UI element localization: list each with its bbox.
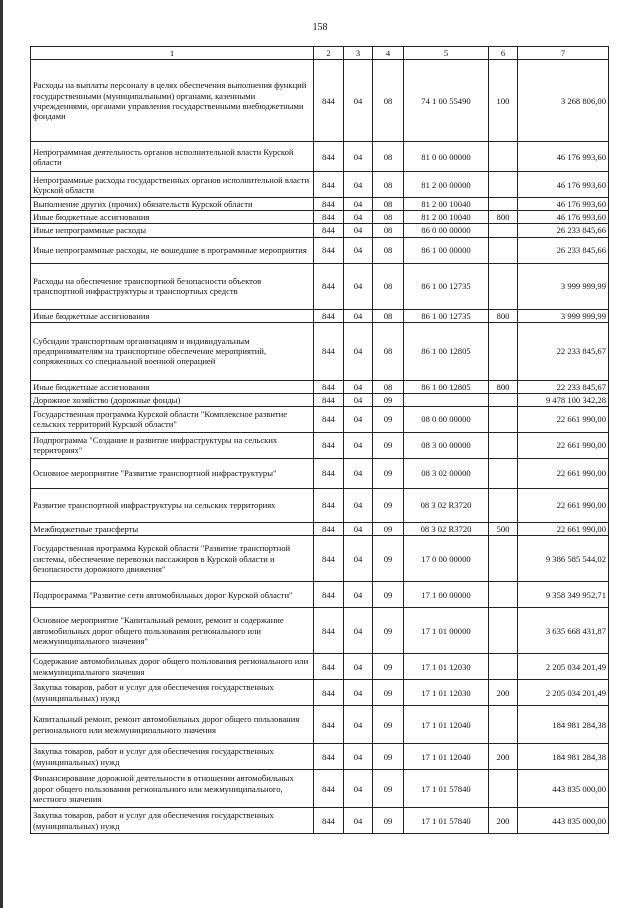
amount: 22 661 990,00 bbox=[518, 432, 609, 458]
expense-type-code: 100 bbox=[489, 60, 518, 142]
section-code: 04 bbox=[344, 608, 373, 654]
admin-code: 844 bbox=[314, 60, 344, 142]
admin-code: 844 bbox=[314, 808, 344, 834]
item-name: Непрограммная деятельность органов исполнительной власти Курской области bbox=[31, 142, 314, 172]
expense-type-code: 800 bbox=[489, 380, 518, 393]
target-article-code: 17 1 01 00000 bbox=[404, 608, 489, 654]
section-code: 04 bbox=[344, 706, 373, 744]
subsection-code: 08 bbox=[373, 263, 404, 309]
section-code: 04 bbox=[344, 406, 373, 432]
amount: 9 478 100 342,28 bbox=[518, 393, 609, 406]
subsection-code: 09 bbox=[373, 488, 404, 522]
amount: 46 176 993,60 bbox=[518, 142, 609, 172]
expense-type-code bbox=[489, 536, 518, 582]
amount: 46 176 993,60 bbox=[518, 172, 609, 198]
expense-type-code: 500 bbox=[489, 522, 518, 535]
table-row bbox=[31, 142, 609, 172]
item-name: Финансирование дорожной деятельности в отношении автомобильных дорог общего пользования регионального или межмуниципального, местного значения bbox=[31, 770, 314, 808]
subsection-code: 08 bbox=[373, 224, 404, 237]
admin-code: 844 bbox=[314, 211, 344, 224]
item-name: Подпрограмма "Развитие сети автомобильных дорог Курской области" bbox=[31, 582, 314, 608]
target-article-code: 08 0 00 00000 bbox=[404, 406, 489, 432]
expense-type-code bbox=[489, 654, 518, 680]
target-article-code: 17 1 00 00000 bbox=[404, 582, 489, 608]
admin-code: 844 bbox=[314, 582, 344, 608]
table-row bbox=[31, 582, 609, 608]
table-row bbox=[31, 706, 609, 744]
item-name: Закупка товаров, работ и услуг для обеспечения государственных (муниципальных) нужд bbox=[31, 808, 314, 834]
amount: 9 386 585 544,02 bbox=[518, 536, 609, 582]
target-article-code: 86 1 00 12735 bbox=[404, 309, 489, 322]
subsection-code: 08 bbox=[373, 211, 404, 224]
target-article-code: 17 1 01 12030 bbox=[404, 680, 489, 706]
target-article-code: 81 2 00 10040 bbox=[404, 198, 489, 211]
subsection-code: 08 bbox=[373, 380, 404, 393]
subsection-code: 09 bbox=[373, 654, 404, 680]
section-code: 04 bbox=[344, 263, 373, 309]
section-code: 04 bbox=[344, 211, 373, 224]
admin-code: 844 bbox=[314, 393, 344, 406]
target-article-code: 08 3 02 R3720 bbox=[404, 488, 489, 522]
subsection-code: 09 bbox=[373, 582, 404, 608]
table-row bbox=[31, 680, 609, 706]
section-code: 04 bbox=[344, 536, 373, 582]
target-article-code: 86 1 00 12805 bbox=[404, 322, 489, 380]
subsection-code: 09 bbox=[373, 680, 404, 706]
table-row bbox=[31, 172, 609, 198]
header-cell: 6 bbox=[489, 47, 518, 60]
section-code: 04 bbox=[344, 393, 373, 406]
header-cell: 7 bbox=[518, 47, 609, 60]
table-row bbox=[31, 458, 609, 488]
table-row bbox=[31, 808, 609, 834]
admin-code: 844 bbox=[314, 488, 344, 522]
expense-type-code bbox=[489, 172, 518, 198]
section-code: 04 bbox=[344, 172, 373, 198]
subsection-code: 08 bbox=[373, 237, 404, 263]
admin-code: 844 bbox=[314, 263, 344, 309]
header-cell: 5 bbox=[404, 47, 489, 60]
target-article-code: 17 1 01 57840 bbox=[404, 808, 489, 834]
admin-code: 844 bbox=[314, 172, 344, 198]
target-article-code: 86 1 00 00000 bbox=[404, 237, 489, 263]
section-code: 04 bbox=[344, 770, 373, 808]
table-row bbox=[31, 237, 609, 263]
amount: 22 661 990,00 bbox=[518, 488, 609, 522]
admin-code: 844 bbox=[314, 608, 344, 654]
admin-code: 844 bbox=[314, 309, 344, 322]
subsection-code: 09 bbox=[373, 406, 404, 432]
admin-code: 844 bbox=[314, 224, 344, 237]
table-row bbox=[31, 654, 609, 680]
amount: 22 233 845,67 bbox=[518, 380, 609, 393]
subsection-code: 09 bbox=[373, 608, 404, 654]
section-code: 04 bbox=[344, 309, 373, 322]
subsection-code: 09 bbox=[373, 808, 404, 834]
table-row bbox=[31, 198, 609, 211]
item-name: Выполнение других (прочих) обязательств Курской области bbox=[31, 198, 314, 211]
item-name: Иные непрограммные расходы bbox=[31, 224, 314, 237]
header-cell: 3 bbox=[344, 47, 373, 60]
amount: 46 176 993,60 bbox=[518, 211, 609, 224]
subsection-code: 08 bbox=[373, 309, 404, 322]
amount: 443 835 000,00 bbox=[518, 808, 609, 834]
target-article-code: 08 3 02 00000 bbox=[404, 458, 489, 488]
item-name: Государственная программа Курской области "Развитие транспортной системы, обеспечение перевозки пассажиров в Курской области и безопасности дорожного движения" bbox=[31, 536, 314, 582]
expense-type-code bbox=[489, 582, 518, 608]
admin-code: 844 bbox=[314, 706, 344, 744]
expense-type-code bbox=[489, 198, 518, 211]
section-code: 04 bbox=[344, 322, 373, 380]
target-article-code: 81 2 00 00000 bbox=[404, 172, 489, 198]
target-article-code: 17 1 01 57840 bbox=[404, 770, 489, 808]
scan-edge bbox=[0, 0, 3, 908]
amount: 3 635 668 431,87 bbox=[518, 608, 609, 654]
table-row bbox=[31, 211, 609, 224]
item-name: Иные бюджетные ассигнования bbox=[31, 380, 314, 393]
table-row bbox=[31, 309, 609, 322]
expense-type-code: 200 bbox=[489, 808, 518, 834]
subsection-code: 09 bbox=[373, 536, 404, 582]
target-article-code: 17 1 01 12030 bbox=[404, 654, 489, 680]
item-name: Дорожное хозяйство (дорожные фонды) bbox=[31, 393, 314, 406]
amount: 184 981 284,38 bbox=[518, 706, 609, 744]
admin-code: 844 bbox=[314, 536, 344, 582]
subsection-code: 09 bbox=[373, 393, 404, 406]
amount: 22 661 990,00 bbox=[518, 522, 609, 535]
section-code: 04 bbox=[344, 522, 373, 535]
table-row bbox=[31, 224, 609, 237]
item-name: Основное мероприятие "Капитальный ремонт, ремонт и содержание автомобильных дорог общего пользования регионального или межмуниципального значения" bbox=[31, 608, 314, 654]
amount: 3 999 999,99 bbox=[518, 309, 609, 322]
target-article-code: 81 2 00 10040 bbox=[404, 211, 489, 224]
expense-type-code bbox=[489, 263, 518, 309]
expense-type-code bbox=[489, 608, 518, 654]
amount: 184 981 284,38 bbox=[518, 744, 609, 770]
target-article-code bbox=[404, 393, 489, 406]
target-article-code: 86 0 00 00000 bbox=[404, 224, 489, 237]
amount: 26 233 845,66 bbox=[518, 224, 609, 237]
expense-type-code: 800 bbox=[489, 309, 518, 322]
subsection-code: 08 bbox=[373, 60, 404, 142]
target-article-code: 17 0 00 00000 bbox=[404, 536, 489, 582]
item-name: Закупка товаров, работ и услуг для обеспечения государственных (муниципальных) нужд bbox=[31, 744, 314, 770]
section-code: 04 bbox=[344, 142, 373, 172]
section-code: 04 bbox=[344, 237, 373, 263]
admin-code: 844 bbox=[314, 770, 344, 808]
target-article-code: 17 1 01 12040 bbox=[404, 706, 489, 744]
item-name: Расходы на обеспечение транспортной безопасности объектов транспортной инфраструктуры и транспортных средств bbox=[31, 263, 314, 309]
expense-type-code bbox=[489, 393, 518, 406]
section-code: 04 bbox=[344, 488, 373, 522]
budget-table bbox=[30, 46, 609, 834]
admin-code: 844 bbox=[314, 458, 344, 488]
subsection-code: 09 bbox=[373, 744, 404, 770]
item-name: Непрограммные расходы государственных органов исполнительной власти Курской области bbox=[31, 172, 314, 198]
target-article-code: 86 1 00 12735 bbox=[404, 263, 489, 309]
expense-type-code: 200 bbox=[489, 744, 518, 770]
amount: 3 999 999,99 bbox=[518, 263, 609, 309]
expense-type-code bbox=[489, 488, 518, 522]
subsection-code: 09 bbox=[373, 706, 404, 744]
page-number: 158 bbox=[312, 22, 328, 33]
table-row bbox=[31, 744, 609, 770]
section-code: 04 bbox=[344, 198, 373, 211]
header-cell: 4 bbox=[373, 47, 404, 60]
target-article-code: 74 1 00 55490 bbox=[404, 60, 489, 142]
section-code: 04 bbox=[344, 808, 373, 834]
expense-type-code bbox=[489, 237, 518, 263]
section-code: 04 bbox=[344, 380, 373, 393]
table-row bbox=[31, 536, 609, 582]
table-row bbox=[31, 488, 609, 522]
admin-code: 844 bbox=[314, 322, 344, 380]
item-name: Закупка товаров, работ и услуг для обеспечения государственных (муниципальных) нужд bbox=[31, 680, 314, 706]
item-name: Иные бюджетные ассигнования bbox=[31, 211, 314, 224]
subsection-code: 09 bbox=[373, 770, 404, 808]
item-name: Субсидии транспортным организациям и индивидуальным предпринимателям на транспортное обеспечение мероприятий, сопряженных со специальной военной операцией bbox=[31, 322, 314, 380]
table-row bbox=[31, 522, 609, 535]
admin-code: 844 bbox=[314, 522, 344, 535]
admin-code: 844 bbox=[314, 680, 344, 706]
item-name: Содержание автомобильных дорог общего пользования регионального или межмуниципального значения bbox=[31, 654, 314, 680]
item-name: Основное мероприятие "Развитие транспортной инфраструктуры" bbox=[31, 458, 314, 488]
header-cell: 1 bbox=[31, 47, 314, 60]
table-row bbox=[31, 608, 609, 654]
expense-type-code bbox=[489, 142, 518, 172]
section-code: 04 bbox=[344, 680, 373, 706]
admin-code: 844 bbox=[314, 406, 344, 432]
subsection-code: 08 bbox=[373, 198, 404, 211]
amount: 9 358 349 952,71 bbox=[518, 582, 609, 608]
section-code: 04 bbox=[344, 224, 373, 237]
expense-type-code bbox=[489, 224, 518, 237]
table-row bbox=[31, 432, 609, 458]
section-code: 04 bbox=[344, 432, 373, 458]
expense-type-code bbox=[489, 706, 518, 744]
item-name: Иные бюджетные ассигнования bbox=[31, 309, 314, 322]
section-code: 04 bbox=[344, 744, 373, 770]
section-code: 04 bbox=[344, 582, 373, 608]
expense-type-code bbox=[489, 322, 518, 380]
table-row bbox=[31, 770, 609, 808]
amount: 22 233 845,67 bbox=[518, 322, 609, 380]
expense-type-code bbox=[489, 406, 518, 432]
item-name: Подпрограмма "Создание и развитие инфраструктуры на сельских территориях" bbox=[31, 432, 314, 458]
table-row bbox=[31, 380, 609, 393]
expense-type-code bbox=[489, 432, 518, 458]
expense-type-code: 800 bbox=[489, 211, 518, 224]
table-row bbox=[31, 263, 609, 309]
subsection-code: 08 bbox=[373, 322, 404, 380]
item-name: Развитие транспортной инфраструктуры на сельских территориях bbox=[31, 488, 314, 522]
subsection-code: 09 bbox=[373, 432, 404, 458]
amount: 26 233 845,66 bbox=[518, 237, 609, 263]
admin-code: 844 bbox=[314, 432, 344, 458]
table-row bbox=[31, 393, 609, 406]
item-name: Расходы на выплаты персоналу в целях обеспечения выполнения функций государственными (муниципальными) органами, казенными учреждениями, органами управления государственными внебюджетными фондами bbox=[31, 60, 314, 142]
target-article-code: 81 0 00 00000 bbox=[404, 142, 489, 172]
amount: 46 176 993,60 bbox=[518, 198, 609, 211]
subsection-code: 09 bbox=[373, 522, 404, 535]
section-code: 04 bbox=[344, 60, 373, 142]
item-name: Государственная программа Курской области "Комплексное развитие сельских территорий Курской области" bbox=[31, 406, 314, 432]
header-row bbox=[31, 47, 609, 60]
amount: 3 268 806,00 bbox=[518, 60, 609, 142]
amount: 443 835 000,00 bbox=[518, 770, 609, 808]
item-name: Иные непрограммные расходы, не вошедшие в программные мероприятия bbox=[31, 237, 314, 263]
subsection-code: 08 bbox=[373, 142, 404, 172]
target-article-code: 08 3 00 00000 bbox=[404, 432, 489, 458]
table-row bbox=[31, 60, 609, 142]
header-cell: 2 bbox=[314, 47, 344, 60]
expense-type-code bbox=[489, 770, 518, 808]
section-code: 04 bbox=[344, 458, 373, 488]
item-name: Межбюджетные трансферты bbox=[31, 522, 314, 535]
table-row bbox=[31, 406, 609, 432]
admin-code: 844 bbox=[314, 237, 344, 263]
admin-code: 844 bbox=[314, 654, 344, 680]
expense-type-code bbox=[489, 458, 518, 488]
amount: 2 205 034 201,49 bbox=[518, 654, 609, 680]
amount: 2 205 034 201,49 bbox=[518, 680, 609, 706]
admin-code: 844 bbox=[314, 142, 344, 172]
item-name: Капитальный ремонт, ремонт автомобильных дорог общего пользования регионального или межмуниципального значения bbox=[31, 706, 314, 744]
table-row bbox=[31, 322, 609, 380]
target-article-code: 08 3 02 R3720 bbox=[404, 522, 489, 535]
subsection-code: 08 bbox=[373, 172, 404, 198]
amount: 22 661 990,00 bbox=[518, 406, 609, 432]
amount: 22 661 990,00 bbox=[518, 458, 609, 488]
target-article-code: 86 1 00 12805 bbox=[404, 380, 489, 393]
table-body bbox=[31, 60, 609, 834]
subsection-code: 09 bbox=[373, 458, 404, 488]
admin-code: 844 bbox=[314, 380, 344, 393]
expense-type-code: 200 bbox=[489, 680, 518, 706]
target-article-code: 17 1 01 12040 bbox=[404, 744, 489, 770]
admin-code: 844 bbox=[314, 198, 344, 211]
section-code: 04 bbox=[344, 654, 373, 680]
admin-code: 844 bbox=[314, 744, 344, 770]
